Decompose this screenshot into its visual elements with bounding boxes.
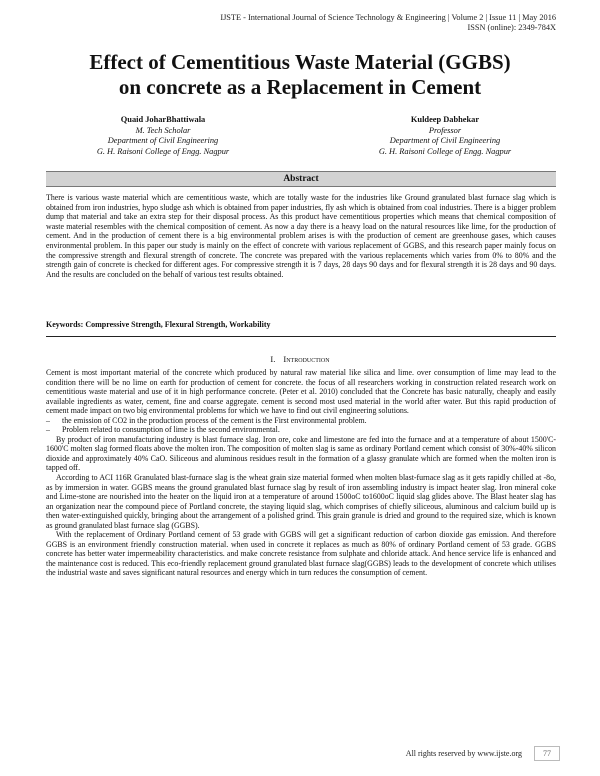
abstract-text: There is various waste material which are cementitious waste, which are totally waste for the industries like Ground granulated blast furnace slag which is obtained from iron industries, hypo sludge ash which is obtained from paper industries, fly ash which is obtained from coal industries. There is a bigger problem dump that material and take an extra step for their disposal process. As this product have cementitious properties which means that chemical composition of waste material resembles with the chemical composition of cement. As now a day there is a heavy load on the natural resources like lime, for the production of cement. And in the production of cement there is a big environmental problem arises is with the production of cement are greenhouse gases, which causes environmental problem. In this paper our study is mainly on the effect of concrete with various replacement of GGBS, and this research paper mainly focus on the compressive strength and flexural strength of concrete. The concrete was prepared with the various replacements which varies from 0% to 80% and the strength gain of concrete is checked for different ages. For compressive strength it is 7 days, 28 days 90 days and for flexural strength it is 28 days and 90 days. And the results are concluded on the behalf of various test results obtained.: [46, 193, 556, 279]
divider: [46, 336, 556, 337]
bullet-item: [46, 425, 556, 435]
footer-rights: All rights reserved by www.ijste.org: [405, 749, 522, 758]
paragraph: Cement is most important material of the concrete which produced by natural raw material like silica and lime. over consumption of lime may lead to the condition there will be no lime on earth for production of cement for concrete. the focus of all researchers working in construction related research work on cementitious waste material and use of it in high performance concrete. (Peter et al. 2010) concluded that the Concrete has basic naturally, cheaply and easily available ingredients as water, cement, fine and coarse aggregate. cement is second most used material in the world after water. But this rapid production of cement made impact on two big environmental problems for which we have to find out civil engineering solutions.: [46, 368, 556, 416]
paragraph: According to ACI 116R Granulated blast-furnace slag is the wheat grain size material formed when molten blast-furnace slag as it gets rapidly chilled at -8o, as by immersion in water. GGBS means the ground granulated blast furnace slag by result of iron assembling industry is impact heater slag. Iron mineral coke and Lime-stone are nourished into the heater on the liquid iron at a temperature of around 1500oC to1600oC liquid slag glides above. The Blast heater slag has an organization near the compound piece of Portland concrete, the staying liquid slag, which comprises of chiefly siliceous, aluminous and calcium build up is then water-extinguished quickly, bringing about the arrangement of a polished grind. This grain granule is dried and ground to the required size, which is known as ground granulated blast furnace slag (GGBS).: [46, 473, 556, 530]
journal-info: IJSTE - International Journal of Science Technology & Engineering | Volume 2 | Issue 11 | May 2016: [220, 13, 556, 22]
body-text: [46, 368, 556, 578]
title-line-1: Effect of Cementitious Waste Material (GGBS): [89, 50, 511, 74]
author-block-2: [330, 115, 560, 157]
bullet-text: Problem related to consumption of lime is the second environmental.: [62, 425, 280, 435]
author-role: Professor: [428, 125, 462, 135]
page-number: 77: [534, 746, 560, 761]
author-department: Department of Civil Engineering: [389, 136, 501, 146]
issn: ISSN (online): 2349-784X: [467, 23, 556, 32]
author-college: G. H. Raisoni College of Engg. Nagpur: [378, 146, 512, 156]
title-line-2: on concrete as a Replacement in Cement: [118, 74, 482, 99]
section-heading: [0, 354, 600, 364]
author-name: Quaid JoharBhattiwala: [120, 115, 206, 124]
author-department: Department of Civil Engineering: [107, 136, 219, 146]
paragraph: By product of iron manufacturing industry is blast furnace slag. Iron ore, coke and limestone are fed into the furnace and at a temperature of about 1500'C-1600'C molten slag formed floats above the molten iron. The composition of molten slag is same as ordinary Portland cement which consist of 30%-40% silicon dioxide and approximately 40% CaO. Siliceous and aluminous residues result in the formation of a glassy granulate which are formed when the molten iron is tapped off.: [46, 434, 556, 473]
keywords: Keywords: Compressive Strength, Flexural Strength, Workability: [46, 320, 271, 329]
author-college: G. H. Raisoni College of Engg. Nagpur: [96, 146, 230, 156]
section-title: Introduction: [283, 354, 330, 364]
paragraph: With the replacement of Ordinary Portland cement of 53 grade with GGBS will get a significant reduction of carbon dioxide gas emission. And therefore GGBS is an environment friendly construction material. when used in concrete it replaces as much as 80% of ordinary Portland cement of 53 grade. GGBS concrete has better water impermeability characteristics. and make concrete resistance from sulphate and chloride attack. And hence service life is enhanced and the maintenance cost is reduced. This eco-friendly replacement ground granulated blast furnace slag(GGBS) leads to the development of concrete which utilises the industrial waste and saves significant natural resources and energy which in turn reduces the consumption of cement.: [46, 530, 556, 578]
abstract-heading: Abstract: [46, 171, 556, 187]
author-name: Kuldeep Dabhekar: [410, 115, 480, 124]
section-number: I.: [270, 354, 276, 364]
bullet-text: the emission of CO2 in the production process of the cement is the First environmental problem.: [62, 415, 367, 425]
paper-title: [0, 50, 600, 99]
bullet-dash: –: [46, 415, 50, 425]
author-block-1: [48, 115, 278, 157]
author-role: M. Tech Scholar: [135, 125, 191, 135]
bullet-dash: –: [46, 425, 50, 435]
bullet-item: [46, 416, 556, 426]
page-footer: [406, 746, 560, 761]
journal-header: [220, 13, 556, 33]
